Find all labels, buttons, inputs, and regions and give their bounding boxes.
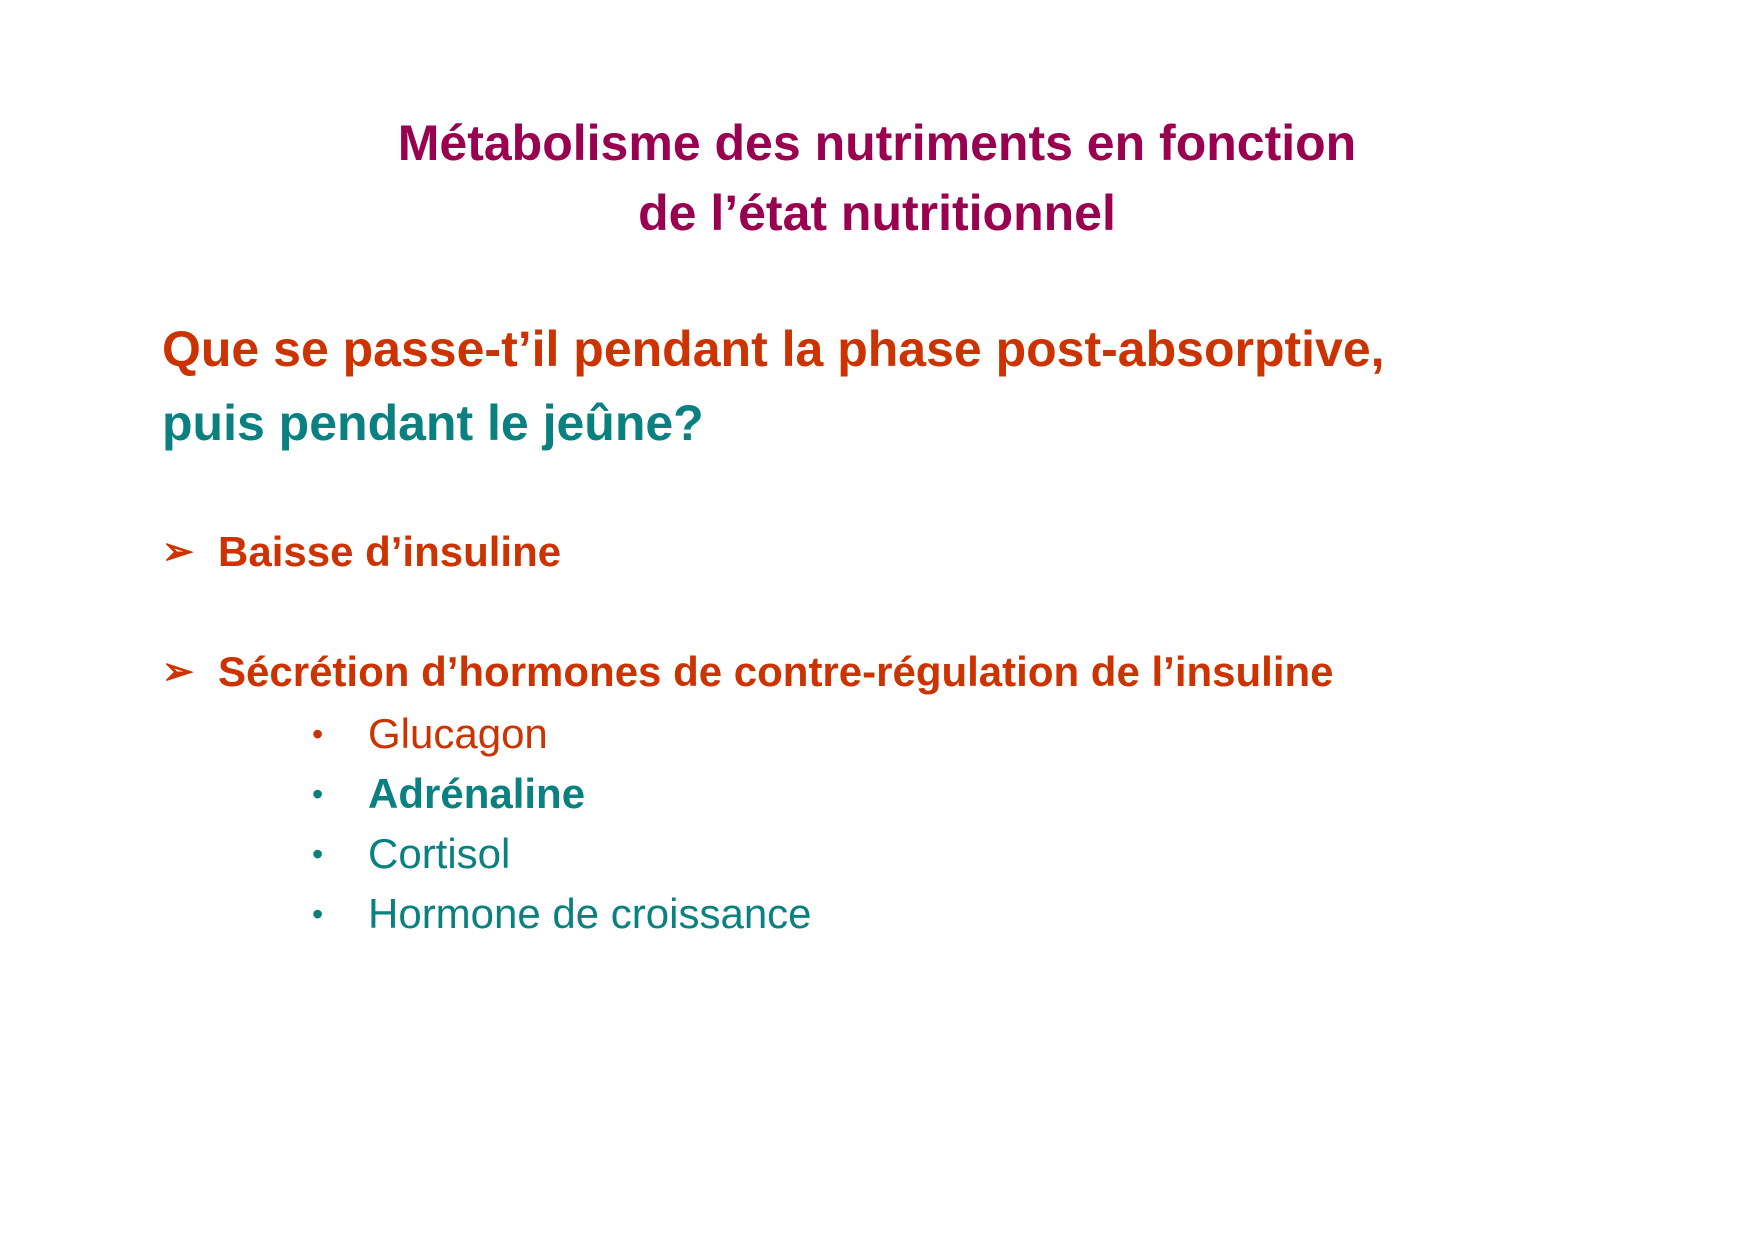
list-item-text: Hormone de croissance <box>368 890 812 937</box>
question-line-2: puis pendant le jeûne? <box>162 395 704 451</box>
question <box>162 312 1385 460</box>
list-item-adrenaline <box>306 764 812 824</box>
bullet-secretion-hormones <box>162 647 1334 697</box>
list-item-hormone-croissance <box>306 884 812 944</box>
bullet-text: Sécrétion d’hormones de contre-régulation de l’insuline <box>218 648 1334 695</box>
list-item-text: Cortisol <box>368 830 511 877</box>
list-item-glucagon <box>306 704 812 764</box>
dot-bullet-icon: • <box>312 716 324 752</box>
list-item-text: Adrénaline <box>368 770 586 817</box>
bullet-text: Baisse d’insuline <box>218 528 562 575</box>
hormone-list <box>306 704 812 944</box>
list-item-text: Glucagon <box>368 710 548 757</box>
slide-title <box>0 108 1754 248</box>
dot-bullet-icon: • <box>312 896 324 932</box>
arrow-bullet-icon: ➢ <box>162 651 194 693</box>
bullet-baisse-insuline <box>162 527 561 577</box>
dot-bullet-icon: • <box>312 836 324 872</box>
title-line-2: de l’état nutritionnel <box>638 185 1116 241</box>
dot-bullet-icon: • <box>312 776 324 812</box>
title-line-1: Métabolisme des nutriments en fonction <box>397 115 1357 171</box>
list-item-cortisol <box>306 824 812 884</box>
question-line-1: Que se passe-t’il pendant la phase post-absorptive, <box>162 321 1385 377</box>
arrow-bullet-icon: ➢ <box>162 531 194 573</box>
